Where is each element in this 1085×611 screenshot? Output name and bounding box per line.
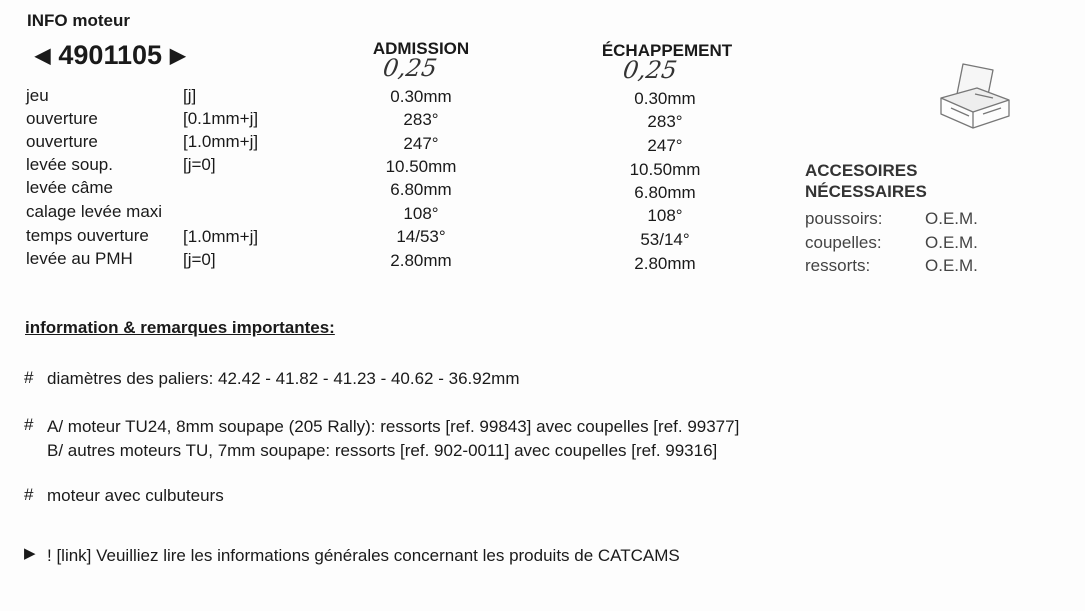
- admission-value: 108°: [403, 204, 439, 223]
- admission-value: 14/53°: [396, 227, 446, 246]
- admission-value: 0.30mm: [390, 87, 452, 106]
- next-arrow-icon[interactable]: ▶: [170, 45, 186, 67]
- row-label: ouverture: [26, 109, 98, 128]
- echappement-value: 0.30mm: [634, 89, 696, 108]
- accessories-heading-line1: ACCESOIRES: [805, 161, 918, 180]
- accessory-value: O.E.M.: [925, 209, 978, 228]
- general-info-link[interactable]: ! [link] Veuilliez lire les informations générales concernant les produits de CATCAMS: [47, 546, 680, 565]
- admission-value: 6.80mm: [390, 180, 452, 199]
- note-rockers: moteur avec culbuteurs: [47, 486, 224, 505]
- row-condition: [0.1mm+j]: [183, 109, 259, 128]
- note-bullet: #: [24, 485, 34, 504]
- echappement-value: 108°: [647, 206, 683, 225]
- row-condition: [1.0mm+j]: [183, 132, 259, 151]
- accessories-heading: [805, 160, 927, 202]
- note-springs-b: B/ autres moteurs TU, 7mm soupape: ressorts [ref. 902-0011] avec coupelles [ref. 99316]: [47, 441, 718, 460]
- row-condition: [j=0]: [183, 155, 216, 174]
- row-label: levée au PMH: [26, 249, 133, 268]
- part-navigator: [35, 40, 185, 71]
- admission-value: 283°: [403, 110, 439, 129]
- note-bullet: #: [24, 368, 34, 387]
- row-condition: [j=0]: [183, 250, 216, 269]
- echappement-value: 10.50mm: [629, 160, 701, 179]
- row-condition: [j]: [183, 86, 197, 105]
- echappement-handwritten-note: 0,25: [621, 56, 679, 84]
- admission-handwritten-note: 0,25: [381, 54, 439, 82]
- echappement-value: 2.80mm: [634, 254, 696, 273]
- echappement-header: ÉCHAPPEMENT: [601, 41, 733, 60]
- row-condition: [1.0mm+j]: [183, 227, 259, 246]
- note-bearings: diamètres des paliers: 42.42 - 41.82 - 41.23 - 40.62 - 36.92mm: [47, 369, 520, 388]
- row-label: levée soup.: [26, 155, 113, 174]
- accessory-value: O.E.M.: [925, 256, 978, 275]
- part-number: 4901105: [58, 40, 163, 70]
- row-label: jeu: [26, 86, 49, 105]
- accessory-name: coupelles:: [805, 233, 882, 252]
- row-label: levée câme: [26, 178, 113, 197]
- row-label: temps ouverture: [26, 226, 149, 245]
- link-arrow-icon: ▶: [24, 545, 36, 562]
- admission-value: 247°: [403, 134, 439, 153]
- admission-value: 10.50mm: [385, 157, 457, 176]
- info-heading: information & remarques importantes:: [25, 318, 335, 337]
- echappement-value: 283°: [647, 112, 683, 131]
- row-label: calage levée maxi: [26, 202, 163, 221]
- prev-arrow-icon[interactable]: ◀: [35, 45, 51, 67]
- accessory-value: O.E.M.: [925, 233, 978, 252]
- accessories-heading-line2: NÉCESSAIRES: [805, 182, 927, 201]
- note-springs-a: A/ moteur TU24, 8mm soupape (205 Rally): ressorts [ref. 99843] avec coupelles [ref. 99377]: [47, 417, 740, 436]
- echappement-value: 6.80mm: [634, 183, 696, 202]
- echappement-value: 247°: [647, 136, 683, 155]
- printer-icon[interactable]: [935, 58, 1015, 143]
- row-label: ouverture: [26, 132, 98, 151]
- accessory-name: ressorts:: [805, 256, 871, 275]
- admission-value: 2.80mm: [390, 251, 452, 270]
- note-bullet: #: [24, 415, 34, 434]
- accessory-name: poussoirs:: [805, 209, 883, 228]
- echappement-value: 53/14°: [640, 230, 690, 249]
- admission-header: ADMISSION: [372, 39, 470, 58]
- page-title: INFO moteur: [27, 11, 130, 30]
